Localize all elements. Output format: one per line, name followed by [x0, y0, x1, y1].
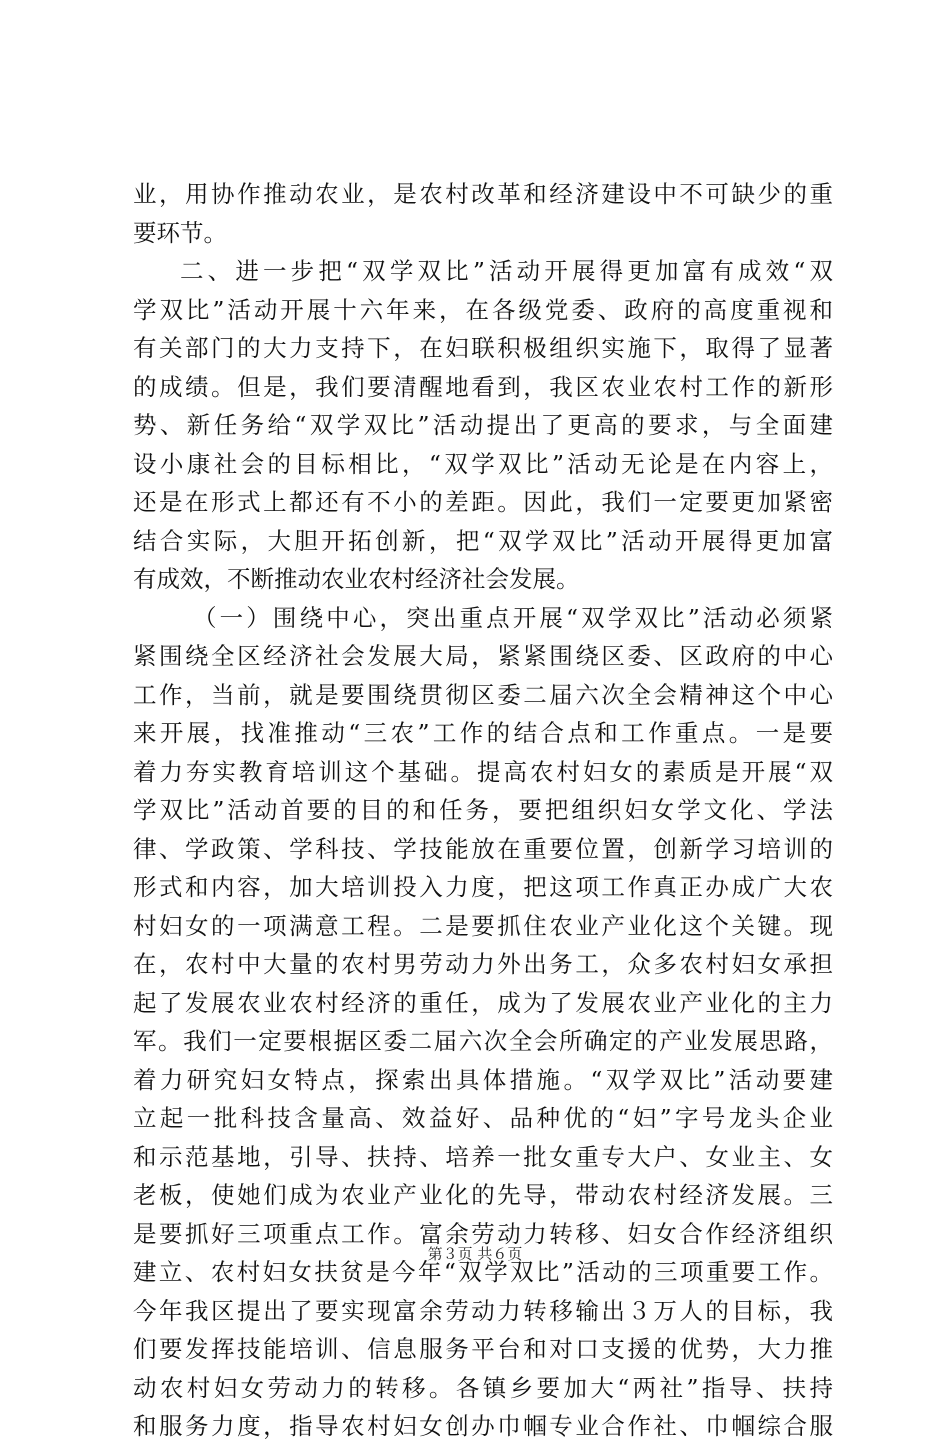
text-line: 立起一批科技含量高、效益好、品种优的“妇”字号龙头企业 — [133, 1104, 833, 1132]
text-line: 老板，使她们成为农业产业化的先导，带动农村经济发展。三 — [133, 1181, 833, 1209]
text-line: 有关部门的大力支持下，在妇联积极组织实施下，取得了显著 — [133, 334, 833, 362]
text-line: 势、新任务给“双学双比”活动提出了更高的要求，与全面建 — [133, 411, 833, 439]
text-line: 工作，当前，就是要围绕贯彻区委二届六次全会精神这个中心 — [133, 680, 833, 709]
text-line: 军。我们一定要根据区委二届六次全会所确定的产业发展思路， — [133, 1027, 833, 1055]
text-line: 律、学政策、学科技、学技能放在重要位置，创新学习培训的 — [133, 834, 833, 863]
text-line: 今年我区提出了要实现富余劳动力转移输出３万人的目标，我 — [133, 1296, 833, 1325]
text-line: 是要抓好三项重点工作。富余劳动力转移、妇女合作经济组织 — [133, 1219, 833, 1248]
text-line: 的成绩。但是，我们要清醒地看到，我区农业农村工作的新形 — [133, 372, 833, 401]
text-line: 们要发挥技能培训、信息服务平台和对口支援的优势，大力推 — [133, 1335, 833, 1363]
text-line: 学双比”活动首要的目的和任务，要把组织妇女学文化、学法 — [133, 796, 833, 824]
text-line: 有成效，不断推动农业农村经济社会发展。 — [133, 565, 580, 593]
text-line: 在，农村中大量的农村男劳动力外出务工，众多农村妇女承担 — [133, 950, 833, 978]
text-line: 来开展，找准推动“三农”工作的结合点和工作重点。一是要 — [133, 719, 833, 747]
text-line: 紧围绕全区经济社会发展大局，紧紧围绕区委、区政府的中心 — [133, 642, 833, 670]
text-line: 村妇女的一项满意工程。二是要抓住农业产业化这个关键。现 — [133, 911, 833, 940]
page-number-footer: 第３页 共６页 — [427, 1245, 523, 1263]
text-line: 动农村妇女劳动力的转移。各镇乡要加大“两社”指导、扶持 — [133, 1373, 833, 1402]
text-line: 建立、农村妇女扶贫是今年“双学双比”活动的三项重要工作。 — [133, 1258, 833, 1286]
text-line: 和示范基地，引导、扶持、培养一批女重专大户、女业主、女 — [133, 1142, 833, 1171]
text-line: 学双比”活动开展十六年来，在各级党委、政府的高度重视和 — [133, 295, 833, 324]
text-line: 着力夯实教育培训这个基础。提高农村妇女的素质是开展“双 — [133, 757, 833, 786]
section-heading-line: 二、进一步把“双学双比”活动开展得更加富有成效“双 — [180, 257, 833, 285]
subsection-heading-line: （一）围绕中心，突出重点开展“双学双比”活动必须紧 — [193, 603, 833, 632]
text-line: 和服务力度，指导农村妇女创办巾帼专业合作社、巾帼综合服 — [133, 1412, 833, 1440]
text-line: 业，用协作推动农业，是农村改革和经济建设中不可缺少的重 — [133, 180, 833, 208]
text-line: 设小康社会的目标相比，“双学双比”活动无论是在内容上， — [133, 449, 833, 478]
text-line: 着力研究妇女特点，探索出具体措施。“双学双比”活动要建 — [133, 1065, 833, 1094]
text-line: 还是在形式上都还有不小的差距。因此，我们一定要更加紧密 — [133, 488, 833, 516]
text-line: 结合实际，大胆开拓创新，把“双学双比”活动开展得更加富 — [133, 526, 833, 555]
text-line: 形式和内容，加大培训投入力度，把这项工作真正办成广大农 — [133, 873, 833, 901]
text-line: 要环节。 — [133, 218, 227, 247]
text-line: 起了发展农业农村经济的重任，成为了发展农业产业化的主力 — [133, 988, 833, 1017]
